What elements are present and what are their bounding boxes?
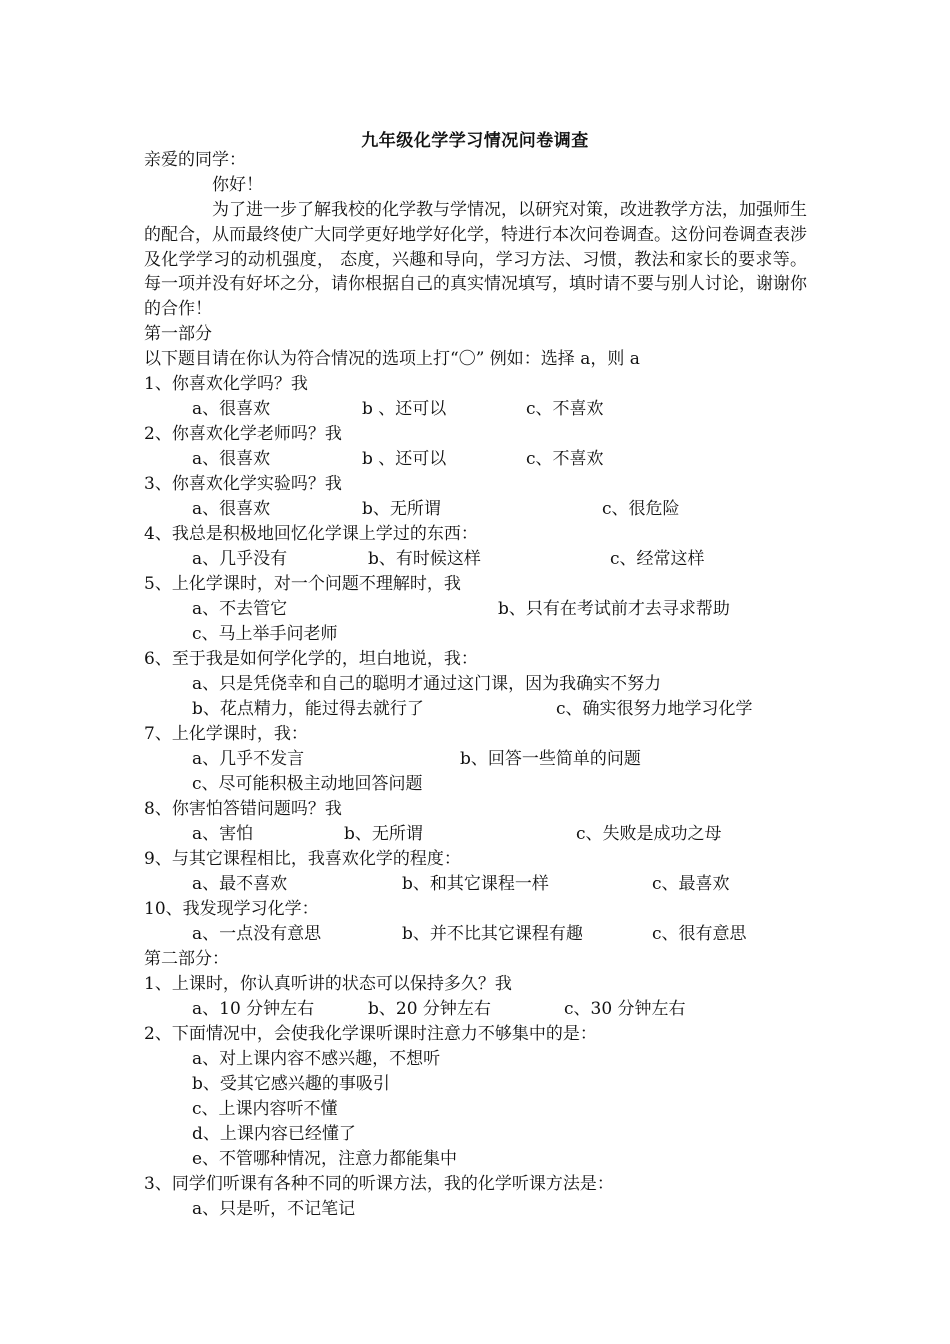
question-6: 6、至于我是如何学化学的，坦白地说，我： <box>144 649 478 669</box>
option-c[interactable]: c、不喜欢 <box>526 449 604 469</box>
option-c[interactable]: c、尽可能积极主动地回答问题 <box>192 774 423 794</box>
intro-paragraph: 为了进一步了解我校的化学教与学情况，以研究对策，改进教学方法，加强师生的配合，从而最终使广大同学更好地学好化学，特进行本次问卷调查。这份问卷调查表涉及化学学习的动机强度， 态度，兴趣和导向，学习方法、习惯，教法和家长的要求等。每一项并没有好坏之分，请你根据自己的真实情况填写，填时请不要与别人讨论，谢谢你的合作！ <box>144 200 807 320</box>
hello: 你好！ <box>212 175 263 195</box>
option-c[interactable]: c、最喜欢 <box>652 874 730 894</box>
option-b[interactable]: b、无所谓 <box>344 824 423 844</box>
options-row-9 <box>192 872 812 897</box>
option-c[interactable]: c、不喜欢 <box>526 399 604 419</box>
options-row-5 <box>192 597 812 622</box>
option-c[interactable]: c、确实很努力地学习化学 <box>556 699 753 719</box>
option-b[interactable]: b 、还可以 <box>362 449 447 469</box>
options-row-2 <box>192 447 812 472</box>
part2-options-row-1 <box>192 997 812 1022</box>
option-a[interactable]: a、很喜欢 <box>192 399 271 419</box>
option-c[interactable]: c、很危险 <box>602 499 680 519</box>
part2-question-2: 2、下面情况中，会使我化学课听课时注意力不够集中的是： <box>144 1024 597 1044</box>
part1-heading: 第一部分 <box>144 324 212 344</box>
option-b[interactable]: b、并不比其它课程有趣 <box>402 924 583 944</box>
option-a[interactable]: a、10 分钟左右 <box>192 999 315 1019</box>
option-b[interactable]: b、和其它课程一样 <box>402 874 549 894</box>
option-a[interactable]: a、只是听，不记笔记 <box>192 1199 356 1219</box>
options-row-1 <box>192 397 812 422</box>
option-d[interactable]: d、上课内容已经懂了 <box>192 1124 356 1144</box>
option-c[interactable]: c、经常这样 <box>610 549 705 569</box>
option-e[interactable]: e、不管哪种情况，注意力都能集中 <box>192 1149 458 1169</box>
option-b[interactable]: b、受其它感兴趣的事吸引 <box>192 1074 390 1094</box>
document-title: 九年级化学学习情况问卷调查 <box>361 131 589 151</box>
question-7: 7、上化学课时，我： <box>144 724 308 744</box>
options-row-4 <box>192 547 812 572</box>
option-a[interactable]: a、只是凭侥幸和自己的聪明才通过这门课，因为我确实不努力 <box>192 674 662 694</box>
option-c[interactable]: c、30 分钟左右 <box>564 999 686 1019</box>
option-b[interactable]: b、有时候这样 <box>368 549 481 569</box>
greeting: 亲爱的同学： <box>144 150 246 170</box>
options-row-7b <box>192 772 812 797</box>
question-9: 9、与其它课程相比，我喜欢化学的程度： <box>144 849 461 869</box>
question-3: 3、你喜欢化学实验吗？我 <box>144 474 342 494</box>
options-row-3 <box>192 497 812 522</box>
option-c[interactable]: c、失败是成功之母 <box>576 824 722 844</box>
options-row-5b <box>192 622 812 647</box>
option-b[interactable]: b、20 分钟左右 <box>368 999 491 1019</box>
option-a[interactable]: a、一点没有意思 <box>192 924 322 944</box>
option-b[interactable]: b、只有在考试前才去寻求帮助 <box>498 599 730 619</box>
option-a[interactable]: a、害怕 <box>192 824 254 844</box>
option-b[interactable]: b、无所谓 <box>362 499 441 519</box>
part2-question-1: 1、上课时，你认真听讲的状态可以保持多久？我 <box>144 974 512 994</box>
option-c[interactable]: c、上课内容听不懂 <box>192 1099 338 1119</box>
option-b[interactable]: b、花点精力，能过得去就行了 <box>192 699 424 719</box>
options-row-7 <box>192 747 812 772</box>
option-a[interactable]: a、几乎没有 <box>192 549 288 569</box>
options-row-8 <box>192 822 812 847</box>
option-c[interactable]: c、很有意思 <box>652 924 747 944</box>
question-2: 2、你喜欢化学老师吗？我 <box>144 424 342 444</box>
option-a[interactable]: a、不去管它 <box>192 599 288 619</box>
option-a[interactable]: a、很喜欢 <box>192 499 271 519</box>
options-row-6b <box>192 697 812 722</box>
option-a[interactable]: a、对上课内容不感兴趣，不想听 <box>192 1049 441 1069</box>
question-5: 5、上化学课时，对一个问题不理解时，我 <box>144 574 461 594</box>
question-8: 8、你害怕答错问题吗？我 <box>144 799 342 819</box>
option-a[interactable]: a、几乎不发言 <box>192 749 305 769</box>
option-c[interactable]: c、马上举手问老师 <box>192 624 338 644</box>
question-10: 10、我发现学习化学： <box>144 899 319 919</box>
question-4: 4、我总是积极地回忆化学课上学过的东西： <box>144 524 478 544</box>
option-b[interactable]: b 、还可以 <box>362 399 447 419</box>
option-b[interactable]: b、回答一些简单的问题 <box>460 749 641 769</box>
part2-question-3: 3、同学们听课有各种不同的听课方法，我的化学听课方法是： <box>144 1174 614 1194</box>
part1-instruction: 以下题目请在你认为符合情况的选项上打“〇” 例如：选择 a，则 a <box>144 349 640 369</box>
part2-heading: 第二部分： <box>144 949 229 969</box>
options-row-6 <box>192 672 812 697</box>
question-1: 1、你喜欢化学吗？我 <box>144 374 308 394</box>
option-a[interactable]: a、最不喜欢 <box>192 874 288 894</box>
option-a[interactable]: a、很喜欢 <box>192 449 271 469</box>
options-row-10 <box>192 922 812 947</box>
